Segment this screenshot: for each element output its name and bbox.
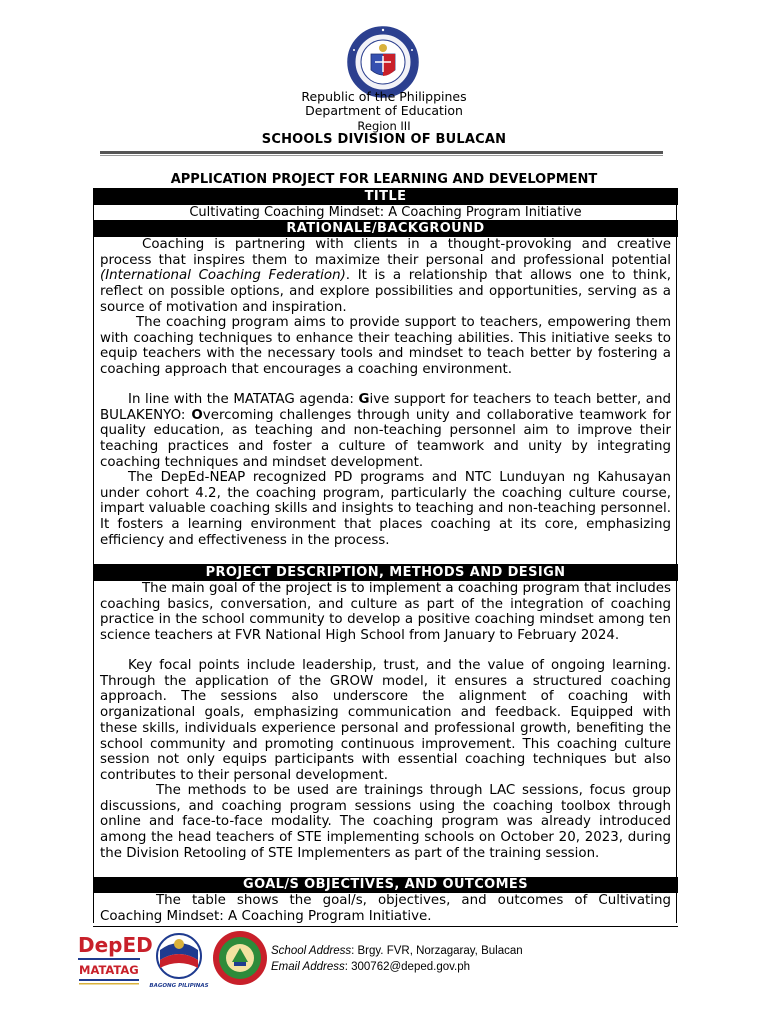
header-rule-thick bbox=[100, 151, 663, 154]
project-heading-bar: PROJECT DESCRIPTION, METHODS AND DESIGN bbox=[93, 565, 678, 581]
project-title-value: Cultivating Coaching Mindset: A Coaching Program Initiative bbox=[189, 205, 582, 220]
document-title: APPLICATION PROJECT FOR LEARNING AND DEVELOPMENT bbox=[170, 172, 598, 187]
citation: (International Coaching Federation) bbox=[100, 268, 346, 284]
header-department: Department of Education bbox=[305, 103, 463, 118]
header-region: Region III bbox=[357, 119, 411, 133]
deped-seal-logo bbox=[345, 26, 421, 98]
deped-logo-text: DepED bbox=[78, 933, 153, 957]
header-division: SCHOOLS DIVISION OF BULACAN bbox=[261, 132, 507, 147]
rationale-paragraph-3: In line with the MATATAG agenda: Give support for teachers to teach better, and BULAKENYO: Overcoming challenges through unity and collaborative teamwork for quality education, as teaching and non-teaching personnel aim to improve their teaching practices and foster a culture of teamwork and unity by integrating coaching techniques and mindset development. bbox=[100, 392, 671, 470]
header-rule-thin bbox=[100, 155, 663, 156]
header-country: Republic of the Philippines bbox=[301, 89, 467, 104]
goals-heading-bar: GOAL/S OBJECTIVES, AND OUTCOMES bbox=[93, 877, 678, 893]
title-heading-bar: TITLE bbox=[93, 188, 678, 205]
project-paragraph-2: Key focal points include leadership, trust, and the value of ongoing learning. Through the application of the GROW model, it ensures a structured coaching approach. The sessions also underscore the alignment of coaching with organizational goals, emphasizing communication and feedback. Equipped with these skills, individuals experience personal and professional growth, benefiting the school community and promoting continuous improvement. This coaching culture session not only equips participants with essential coaching techniques but also contributes to their personal development. bbox=[100, 658, 671, 783]
rationale-paragraph-1: Coaching is partnering with clients in a thought-provoking and creative process that inspires them to maximize their personal and professional potential (International Coaching Federation). It is a relationship that allows one to think, reflect on possible options, and explore possibilities and opportunities, serving as a source of motivation and inspiration. bbox=[100, 237, 671, 315]
project-paragraph-1: The main goal of the project is to implement a coaching program that includes coaching basics, conversation, and culture as part of the integration of coaching practice in the school community to develop a positive coaching mindset among ten science teachers at FVR National High School from January to February 2024. bbox=[100, 581, 671, 644]
project-paragraph-3: The methods to be used are trainings through LAC sessions, focus group discussions, and coaching program sessions using the coaching toolbox through online and face-to-face modality. The coaching program was already introduced among the head teachers of STE implementing schools on October 20, 2023, during the Division Retooling of STE Implementers as part of the training session. bbox=[100, 783, 671, 861]
bagong-pilipinas-text: BAGONG PILIPINAS bbox=[149, 983, 209, 989]
rationale-paragraph-4: The DepEd-NEAP recognized PD programs and NTC Lunduyan ng Kahusayan under cohort 4.2, the coaching program, particularly the coaching culture course, impart valuable coaching skills and insights to teaching and non-teaching personnel. It fosters a learning environment that places coaching at its core, emphasizing efficiency and effectiveness in the process. bbox=[100, 470, 671, 548]
rationale-paragraph-2: The coaching program aims to provide support to teachers, empowering them with coaching techniques to enhance their teaching abilities. This initiative seeks to equip teachers with the necessary tools and mindset to teach better by fostering a coaching approach that encourages a coaching environment. bbox=[100, 315, 671, 378]
school-seal-logo bbox=[212, 930, 268, 986]
matatag-text: MATATAG bbox=[79, 963, 139, 977]
deped-matatag-logo bbox=[78, 930, 153, 990]
bagong-pilipinas-logo bbox=[150, 930, 208, 990]
rationale-heading-bar: RATIONALE/BACKGROUND bbox=[93, 221, 678, 237]
school-address: School Address: Brgy. FVR, Norzagaray, Bulacan bbox=[271, 945, 523, 957]
table-bottom-rule bbox=[93, 926, 678, 927]
goals-paragraph: The table shows the goal/s, objectives, and outcomes of Cultivating Coaching Mindset: A Coaching Program Initiative. bbox=[100, 893, 671, 924]
email-address: Email Address: 300762@deped.gov.ph bbox=[271, 961, 471, 973]
